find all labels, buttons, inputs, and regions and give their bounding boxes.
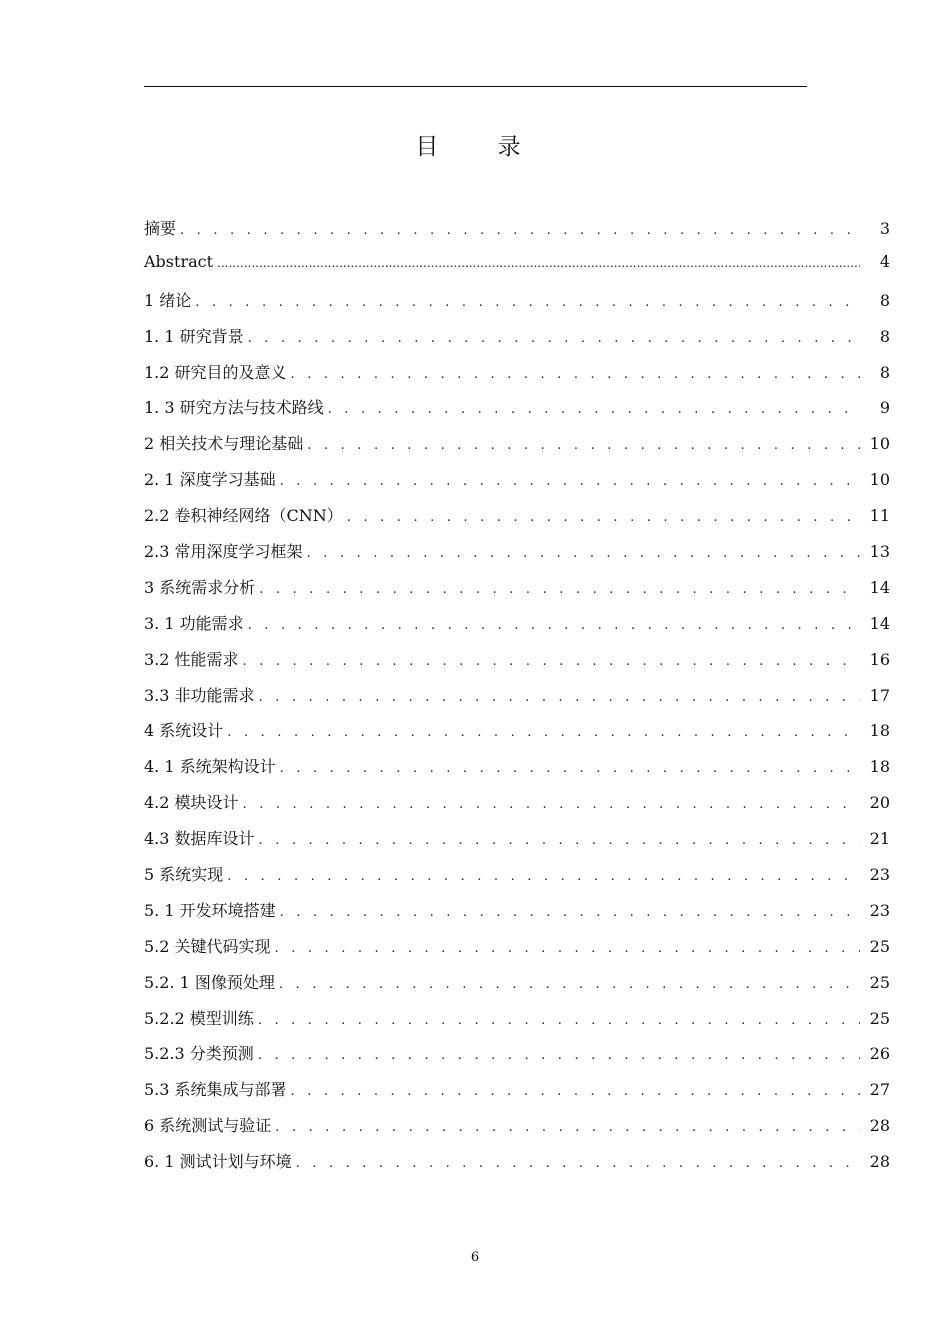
- toc-entry-page: 28: [869, 1152, 890, 1172]
- toc-entry-label: 4. 1 系统架构设计: [144, 757, 276, 777]
- dot-leader: [258, 1013, 860, 1028]
- page-title: 目 录: [415, 134, 547, 160]
- toc-entry-label: 2.2 卷积神经网络（CNN）: [144, 506, 343, 526]
- dot-leader: [259, 690, 860, 705]
- toc-entry[interactable]: [144, 862, 890, 898]
- toc-entry-page: 10: [869, 470, 890, 490]
- dot-leader: [275, 941, 860, 956]
- toc-entry[interactable]: [144, 539, 890, 575]
- toc-entry-page: 27: [869, 1080, 890, 1100]
- dot-leader: [328, 402, 860, 417]
- toc-entry[interactable]: [144, 683, 890, 719]
- toc-entry[interactable]: [144, 503, 890, 539]
- toc-entry-page: 8: [879, 290, 890, 310]
- toc-entry-page: 17: [869, 685, 890, 705]
- dot-leader: [227, 725, 860, 740]
- toc-entry[interactable]: [144, 826, 890, 862]
- dot-leader: [280, 474, 860, 489]
- toc-entry[interactable]: [144, 1006, 890, 1042]
- toc-entry[interactable]: [144, 970, 890, 1006]
- toc-entry-label: 2. 1 深度学习基础: [144, 470, 276, 490]
- toc-entry-label: 5.2. 1 图像预处理: [144, 972, 275, 992]
- toc-entry[interactable]: [144, 1149, 890, 1185]
- dot-leader: [307, 546, 860, 561]
- toc-entry[interactable]: [144, 467, 890, 503]
- toc-entry[interactable]: [144, 324, 890, 360]
- toc-entry-label: Abstract: [144, 251, 214, 271]
- toc-entry[interactable]: [144, 395, 890, 431]
- toc-entry-label: 2 相关技术与理论基础: [144, 434, 304, 454]
- toc-entry-page: 14: [869, 613, 890, 633]
- dot-leader: [291, 367, 860, 382]
- toc-entry-label: 1.2 研究目的及意义: [144, 362, 287, 382]
- toc-entry-label: 3. 1 功能需求: [144, 613, 244, 633]
- toc-entry-page: 11: [869, 506, 890, 526]
- dot-leader: [259, 582, 860, 597]
- toc-entry-page: 13: [869, 542, 890, 562]
- toc-entry-label: 摘要: [144, 219, 177, 238]
- dot-leader: [259, 833, 860, 848]
- toc-entry[interactable]: [144, 934, 890, 970]
- header-rule: [144, 86, 807, 87]
- toc-entry-page: 25: [869, 1008, 890, 1028]
- toc-entry[interactable]: [144, 252, 890, 288]
- dot-leader: [243, 654, 860, 669]
- dot-leader: [279, 977, 860, 992]
- toc-entry-label: 6. 1 测试计划与环境: [144, 1152, 292, 1172]
- dot-leader: [275, 1120, 860, 1135]
- dot-leader: [280, 905, 860, 920]
- toc-entry[interactable]: [144, 898, 890, 934]
- toc-entry[interactable]: [144, 790, 890, 826]
- toc-entry-label: 3.2 性能需求: [144, 649, 239, 669]
- dot-leader: [307, 438, 860, 453]
- toc-entry[interactable]: [144, 718, 890, 754]
- toc-entry-page: 28: [869, 1116, 890, 1136]
- toc-entry-page: 3: [879, 219, 890, 238]
- dot-leader: [347, 510, 860, 525]
- toc-entry[interactable]: [144, 754, 890, 790]
- toc-entry[interactable]: [144, 360, 890, 396]
- toc-entry-label: 3 系统需求分析: [144, 577, 256, 597]
- toc-entry[interactable]: [144, 1041, 890, 1077]
- toc-entry-label: 5.3 系统集成与部署: [144, 1080, 287, 1100]
- toc-entry-page: 16: [869, 649, 890, 669]
- toc-entry[interactable]: [144, 1113, 890, 1149]
- toc-entry-label: 4 系统设计: [144, 721, 224, 741]
- toc-entry-page: 26: [869, 1044, 890, 1064]
- toc-entry-page: 20: [869, 793, 890, 813]
- toc-entry[interactable]: [144, 647, 890, 683]
- toc-entry-label: 5. 1 开发环境搭建: [144, 900, 276, 920]
- toc-entry-page: 4: [879, 251, 890, 271]
- toc-entry[interactable]: [144, 431, 890, 467]
- table-of-contents: [144, 216, 890, 1185]
- toc-entry-page: 18: [869, 721, 890, 741]
- toc-entry-page: 23: [869, 865, 890, 885]
- dot-leader: [296, 1156, 860, 1171]
- dot-leader: [248, 618, 860, 633]
- toc-entry-label: 5.2.3 分类预测: [144, 1044, 254, 1064]
- toc-entry-page: 25: [869, 972, 890, 992]
- page-number: 6: [470, 1250, 480, 1265]
- dot-leader: [280, 761, 860, 776]
- toc-entry-label: 2.3 常用深度学习框架: [144, 542, 303, 562]
- toc-entry[interactable]: [144, 288, 890, 324]
- toc-entry-label: 5 系统实现: [144, 865, 224, 885]
- dot-leader: [258, 1048, 860, 1063]
- toc-entry-label: 1 绪论: [144, 290, 192, 310]
- toc-entry[interactable]: [144, 1077, 890, 1113]
- toc-entry-label: 6 系统测试与验证: [144, 1116, 272, 1136]
- toc-entry[interactable]: [144, 611, 890, 647]
- dot-leader: [217, 256, 860, 270]
- toc-entry-label: 1. 3 研究方法与技术路线: [144, 398, 324, 418]
- toc-entry-page: 23: [869, 900, 890, 920]
- dot-leader: [291, 1084, 860, 1099]
- toc-entry-page: 8: [879, 362, 890, 382]
- dot-leader: [180, 223, 860, 238]
- dot-leader: [195, 295, 860, 310]
- dot-leader: [227, 869, 860, 884]
- toc-entry-page: 10: [869, 434, 890, 454]
- dot-leader: [248, 331, 860, 346]
- toc-entry-page: 21: [869, 829, 890, 849]
- toc-entry[interactable]: [144, 575, 890, 611]
- toc-entry-label: 4.2 模块设计: [144, 793, 239, 813]
- toc-entry-label: 3.3 非功能需求: [144, 685, 255, 705]
- dot-leader: [243, 797, 860, 812]
- toc-entry-label: 1. 1 研究背景: [144, 326, 244, 346]
- toc-entry-label: 5.2.2 模型训练: [144, 1008, 254, 1028]
- toc-entry-label: 4.3 数据库设计: [144, 829, 255, 849]
- toc-entry-page: 8: [879, 326, 890, 346]
- toc-entry[interactable]: [144, 216, 890, 252]
- toc-entry-page: 14: [869, 577, 890, 597]
- toc-entry-page: 25: [869, 936, 890, 956]
- toc-entry-page: 18: [869, 757, 890, 777]
- toc-entry-page: 9: [879, 398, 890, 418]
- toc-entry-label: 5.2 关键代码实现: [144, 936, 271, 956]
